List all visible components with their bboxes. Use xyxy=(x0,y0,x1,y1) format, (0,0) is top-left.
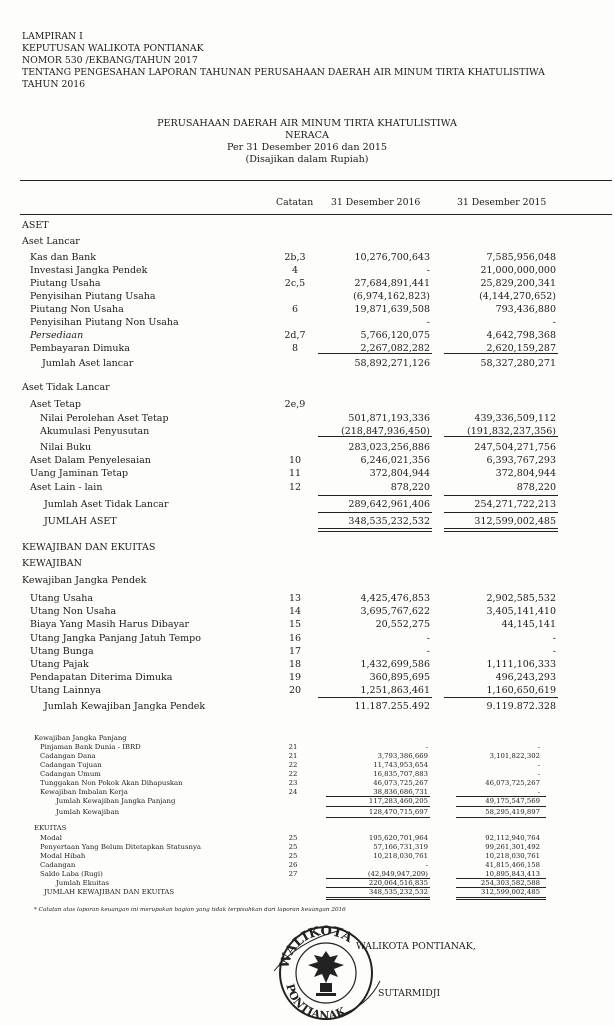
row-note: 27 xyxy=(288,870,298,878)
value-2016: 1,432,699,586 xyxy=(360,659,430,670)
row-label: Utang Lainnya xyxy=(30,685,101,696)
row-label: KEWAJIBAN DAN EKUITAS xyxy=(22,542,156,553)
row-note: 26 xyxy=(288,861,298,869)
value-2015: (191,832,237,356) xyxy=(466,426,556,437)
value-2015: 92,112,940,764 xyxy=(485,834,540,842)
table-row xyxy=(0,834,614,843)
row-note: 22 xyxy=(288,761,298,769)
row-label: Aset Tetap xyxy=(30,399,81,410)
row-label: JUMLAH ASET xyxy=(44,516,117,527)
row-label: Nilai Buku xyxy=(40,442,92,453)
statement-title: NERACA xyxy=(285,130,329,141)
svg-text:WALIKOTA: WALIKOTA xyxy=(277,923,355,971)
row-label: Jumlah Kewajiban Jangka Pendek xyxy=(44,701,206,712)
table-row xyxy=(0,251,614,264)
table-row xyxy=(0,632,614,645)
value-2016: 58,892,271,126 xyxy=(354,358,430,369)
table-row xyxy=(0,734,614,743)
value-2016: 19,871,639,508 xyxy=(354,304,430,315)
sum-rule xyxy=(318,528,432,529)
row-label: Pembayaran Dimuka xyxy=(30,343,130,354)
sum-rule xyxy=(326,897,430,898)
row-label: Cadangan Dana xyxy=(40,752,96,760)
attachment-label: LAMPIRAN I xyxy=(22,31,83,42)
row-label: Uang Jaminan Tetap xyxy=(30,468,129,479)
table-row xyxy=(0,441,614,454)
value-2015: 49,175,547,569 xyxy=(485,797,540,805)
table-row xyxy=(0,264,614,277)
table-row xyxy=(0,592,614,605)
decree-year: TAHUN 2016 xyxy=(22,79,86,90)
value-2015: 2,902,585,532 xyxy=(486,593,556,604)
value-2015: 312,599,002,485 xyxy=(480,888,540,896)
value-2015: - xyxy=(552,317,556,328)
value-2015: 41,815,466,158 xyxy=(485,861,540,869)
value-2016: 27,684,891,441 xyxy=(354,278,430,289)
table-row xyxy=(0,797,614,806)
row-note: 13 xyxy=(288,593,302,604)
value-2016: 501,871,193,336 xyxy=(348,413,430,424)
value-2015: 254,303,582,588 xyxy=(480,879,540,887)
sum-rule xyxy=(444,697,558,698)
row-label: Kewajiban Imbalan Kerja xyxy=(40,788,128,796)
decree-title: KEPUTUSAN WALIKOTA PONTIANAK xyxy=(22,43,204,54)
value-2015: 3,405,141,410 xyxy=(486,606,556,617)
table-row xyxy=(0,316,614,329)
value-2015: 21,000,000,000 xyxy=(480,265,556,276)
value-2016: 283,023,256,886 xyxy=(348,442,430,453)
table-row xyxy=(0,574,614,587)
value-2016: (6,974,162,823) xyxy=(353,291,430,302)
row-note: 4 xyxy=(291,265,299,276)
row-label: EKUITAS xyxy=(34,824,67,832)
table-row xyxy=(0,290,614,303)
sum-rule xyxy=(444,531,558,532)
decree-subject: TENTANG PENGESAHAN LAPORAN TAHUNAN PERUSAHAAN DAERAH AIR MINUM TIRTA KHATULISTIWA xyxy=(22,67,545,78)
col-header-2016: 31 Desember 2016 xyxy=(331,197,421,208)
row-label: Utang Pajak xyxy=(30,659,89,670)
value-2016: 348,535,232,532 xyxy=(348,516,430,527)
row-label: Piutang Non Usaha xyxy=(30,304,124,315)
table-row xyxy=(0,357,614,370)
row-label: Piutang Usaha xyxy=(30,278,101,289)
table-row xyxy=(0,843,614,852)
row-label: Biaya Yang Masih Harus Dibayar xyxy=(30,619,190,630)
value-2015: 25,829,200,341 xyxy=(480,278,556,289)
row-label: Kewajiban Jangka Panjang xyxy=(34,734,127,742)
table-row xyxy=(0,852,614,861)
row-note: 20 xyxy=(288,685,302,696)
table-row xyxy=(0,219,614,232)
value-2015: - xyxy=(552,646,556,657)
sum-rule xyxy=(444,495,558,496)
row-label: Modal Hibah xyxy=(40,852,86,860)
row-label: Tunggakan Non Pokok Akan Dihapuskan xyxy=(40,779,183,787)
signatory-title: WALIKOTA PONTIANAK, xyxy=(356,941,476,952)
row-note: 25 xyxy=(288,852,298,860)
table-row xyxy=(0,498,614,511)
table-row xyxy=(0,398,614,411)
row-note: 24 xyxy=(288,788,298,796)
table-row xyxy=(0,824,614,833)
row-note: 18 xyxy=(288,659,302,670)
table-row xyxy=(0,645,614,658)
row-label: Modal xyxy=(40,834,62,842)
value-2016: 5,766,120,075 xyxy=(360,330,430,341)
row-note: 17 xyxy=(288,646,302,657)
svg-text:PONTIANAK: PONTIANAK xyxy=(283,982,348,1023)
table-row xyxy=(0,888,614,897)
value-2016: 11.187.255.492 xyxy=(354,701,430,712)
value-2016: 195,620,701,964 xyxy=(368,834,428,842)
table-row xyxy=(0,743,614,752)
table-row xyxy=(0,684,614,697)
row-note: 21 xyxy=(288,743,298,751)
row-label: Utang Non Usaha xyxy=(30,606,117,617)
value-2015: - xyxy=(537,770,540,778)
statement-period: Per 31 Desember 2016 dan 2015 xyxy=(226,142,388,153)
value-2016: 117,283,460,205 xyxy=(368,797,428,805)
value-2015: 58,327,280,271 xyxy=(480,358,556,369)
table-row xyxy=(0,412,614,425)
value-2016: 289,642,961,406 xyxy=(348,499,430,510)
value-2015: 99,261,301,492 xyxy=(485,843,540,851)
value-2015: 4,642,798,368 xyxy=(486,330,556,341)
table-row xyxy=(0,671,614,684)
table-row xyxy=(0,541,614,554)
row-label: Aset Lain - lain xyxy=(30,482,103,493)
row-note: 2b,3 xyxy=(284,252,306,263)
value-2015: 46,073,725,267 xyxy=(485,779,540,787)
value-2015: 6,393,767,293 xyxy=(486,455,556,466)
table-row xyxy=(0,605,614,618)
value-2016: 878,220 xyxy=(390,482,430,493)
header-bottom-rule xyxy=(20,214,612,215)
row-note: 6 xyxy=(291,304,299,315)
currency-note: (Disajikan dalam Rupiah) xyxy=(245,154,369,165)
table-row xyxy=(0,808,614,817)
sum-rule xyxy=(456,899,546,900)
value-2015: 439,336,509,112 xyxy=(474,413,556,424)
table-row xyxy=(0,752,614,761)
value-2015: - xyxy=(537,788,540,796)
sum-rule xyxy=(444,512,558,513)
table-row xyxy=(0,515,614,528)
table-row xyxy=(0,277,614,290)
row-label: Penyisihan Piutang Usaha xyxy=(30,291,156,302)
value-2016: 348,535,232,532 xyxy=(368,888,428,896)
row-note: 23 xyxy=(288,779,298,787)
row-note: 14 xyxy=(288,606,302,617)
value-2015: - xyxy=(552,633,556,644)
row-label: Pendapatan Diterima Dimuka xyxy=(30,672,173,683)
value-2016: (42,949,947,209) xyxy=(367,870,428,878)
value-2015: (4,144,270,652) xyxy=(479,291,556,302)
decree-number: NOMOR 530 /EKBANG/TAHUN 2017 xyxy=(22,55,198,66)
value-2015: 793,436,880 xyxy=(495,304,556,315)
col-header-note: Catatan xyxy=(276,197,314,208)
row-label: Aset Tidak Lancar xyxy=(22,382,110,393)
row-label: Jumlah Aset Tidak Lancar xyxy=(44,499,169,510)
sum-rule xyxy=(456,887,546,888)
row-note: 25 xyxy=(288,843,298,851)
value-2016: 360,895,695 xyxy=(369,672,430,683)
row-label: Pinjaman Bank Dunia - IBRD xyxy=(40,743,141,751)
value-2015: 10,895,843,413 xyxy=(485,870,540,878)
value-2015: 9.119.872.328 xyxy=(486,701,556,712)
sum-rule xyxy=(326,806,430,807)
value-2016: 46,073,725,267 xyxy=(373,779,428,787)
row-label: Aset Dalam Penyelesaian xyxy=(30,455,151,466)
row-note: 19 xyxy=(288,672,302,683)
sum-rule xyxy=(326,878,430,879)
row-label: Utang Usaha xyxy=(30,593,94,604)
row-note: 21 xyxy=(288,752,298,760)
row-label: Persediaan xyxy=(30,330,84,341)
row-label: Investasi Jangka Pendek xyxy=(30,265,148,276)
row-label: Utang Bunga xyxy=(30,646,94,657)
table-row xyxy=(0,454,614,467)
value-2015: 1,160,650,619 xyxy=(486,685,556,696)
value-2015: 1,111,106,333 xyxy=(486,659,556,670)
sum-rule xyxy=(444,436,558,437)
value-2016: 11,743,953,654 xyxy=(373,761,428,769)
sum-rule xyxy=(318,353,432,354)
row-note: 2e,9 xyxy=(284,399,306,410)
value-2016: 3,695,767,622 xyxy=(360,606,430,617)
value-2015: 247,504,271,756 xyxy=(474,442,556,453)
value-2016: (218,847,936,450) xyxy=(340,426,430,437)
value-2015: 372,804,944 xyxy=(495,468,556,479)
sum-rule xyxy=(326,887,430,888)
company-name: PERUSAHAAN DAERAH AIR MINUM TIRTA KHATULISTIWA xyxy=(157,118,457,129)
table-row xyxy=(0,770,614,779)
footnote: * Catatan atas laporan keuangan ini merupakan bagian yang tidak terpisahkan dari laporan keuangan 2016 xyxy=(34,907,346,913)
row-label: Cadangan Umum xyxy=(40,770,101,778)
row-label: Penyertaan Yang Belum Ditetapkan Statusnya xyxy=(40,843,201,851)
value-2016: 16,835,707,883 xyxy=(373,770,428,778)
value-2015: - xyxy=(537,743,540,751)
signatory-name: SUTARMIDJI xyxy=(378,988,441,999)
sum-rule xyxy=(456,806,546,807)
value-2015: 10,218,030,761 xyxy=(485,852,540,860)
value-2016: 20,552,275 xyxy=(375,619,430,630)
value-2016: 128,470,715,697 xyxy=(368,808,428,816)
value-2016: 2,267,082,282 xyxy=(360,343,430,354)
row-note: 11 xyxy=(288,468,302,479)
value-2015: 496,243,293 xyxy=(495,672,556,683)
row-label: Utang Jangka Panjang Jatuh Tempo xyxy=(30,633,201,644)
value-2015: 254,271,722,213 xyxy=(474,499,556,510)
value-2015: - xyxy=(537,761,540,769)
row-label: KEWAJIBAN xyxy=(22,558,82,569)
sum-rule xyxy=(318,697,432,698)
sum-rule xyxy=(444,528,558,529)
value-2015: 7,585,956,048 xyxy=(486,252,556,263)
sum-rule xyxy=(326,817,430,818)
value-2016: - xyxy=(426,317,430,328)
row-label: Jumlah Kewajiban Jangka Panjang xyxy=(56,797,176,805)
row-label: Kewajiban Jangka Pendek xyxy=(22,575,147,586)
table-row xyxy=(0,481,614,494)
table-row xyxy=(0,618,614,631)
row-label: Jumlah Ekuitas xyxy=(56,879,109,887)
table-row xyxy=(0,381,614,394)
sum-rule xyxy=(326,796,430,797)
value-2016: 57,166,731,319 xyxy=(373,843,428,851)
value-2016: 4,425,476,853 xyxy=(360,593,430,604)
row-label: Cadangan xyxy=(40,861,76,869)
row-note: 22 xyxy=(288,770,298,778)
value-2016: 3,793,386,669 xyxy=(377,752,428,760)
row-note: 8 xyxy=(291,343,299,354)
table-row xyxy=(0,557,614,570)
value-2016: - xyxy=(425,861,428,869)
value-2016: 372,804,944 xyxy=(369,468,430,479)
row-label: Kas dan Bank xyxy=(30,252,97,263)
value-2016: - xyxy=(426,633,430,644)
sum-rule xyxy=(456,878,546,879)
row-note: 16 xyxy=(288,633,302,644)
value-2015: 44,145,141 xyxy=(501,619,556,630)
row-note: 2d,7 xyxy=(284,330,306,341)
sum-rule xyxy=(318,495,432,496)
col-header-2015: 31 Desember 2015 xyxy=(457,197,547,208)
value-2015: 878,220 xyxy=(516,482,556,493)
sum-rule xyxy=(456,796,546,797)
sum-rule xyxy=(318,512,432,513)
value-2016: 220,064,516,835 xyxy=(368,879,428,887)
city-seal-stamp xyxy=(268,921,388,1026)
value-2015: 3,101,822,302 xyxy=(489,752,540,760)
table-row xyxy=(0,861,614,870)
sum-rule xyxy=(456,817,546,818)
row-note: 15 xyxy=(288,619,302,630)
header-top-rule xyxy=(20,180,612,181)
row-label: Jumlah Kewajiban xyxy=(56,808,120,816)
table-row xyxy=(0,467,614,480)
value-2016: 1,251,863,461 xyxy=(360,685,430,696)
table-row xyxy=(0,700,614,713)
sum-rule xyxy=(318,436,432,437)
row-note: 25 xyxy=(288,834,298,842)
row-note: 10 xyxy=(288,455,302,466)
row-label: Nilai Perolehan Aset Tetap xyxy=(40,413,169,424)
value-2016: - xyxy=(426,646,430,657)
row-note: 2c,5 xyxy=(284,278,306,289)
row-label: Jumlah Aset lancar xyxy=(42,358,134,369)
table-row xyxy=(0,779,614,788)
row-note: 12 xyxy=(288,482,302,493)
value-2016: 10,276,700,643 xyxy=(354,252,430,263)
row-label: Cadangan Tujuan xyxy=(40,761,102,769)
value-2015: 312,599,002,485 xyxy=(474,516,556,527)
row-label: Aset Lancar xyxy=(22,236,80,247)
table-row xyxy=(0,303,614,316)
value-2016: 10,218,030,761 xyxy=(373,852,428,860)
table-row xyxy=(0,761,614,770)
sum-rule xyxy=(318,531,432,532)
row-label: Akumulasi Penyusutan xyxy=(40,426,150,437)
row-label: JUMLAH KEWAJIBAN DAN EKUITAS xyxy=(44,888,175,896)
value-2016: 38,836,686,731 xyxy=(373,788,428,796)
row-label: Saldo Laba (Rugi) xyxy=(40,870,103,878)
value-2015: 2,620,159,287 xyxy=(486,343,556,354)
value-2016: 6,246,021,356 xyxy=(360,455,430,466)
sum-rule xyxy=(456,897,546,898)
table-row xyxy=(0,658,614,671)
row-label: ASET xyxy=(22,220,49,231)
value-2015: 58,295,419,897 xyxy=(485,808,540,816)
value-2016: - xyxy=(425,743,428,751)
table-row xyxy=(0,329,614,342)
sum-rule xyxy=(444,353,558,354)
table-row xyxy=(0,235,614,248)
sum-rule xyxy=(326,899,430,900)
row-label: Penyisihan Piutang Non Usaha xyxy=(30,317,179,328)
value-2016: - xyxy=(426,265,430,276)
